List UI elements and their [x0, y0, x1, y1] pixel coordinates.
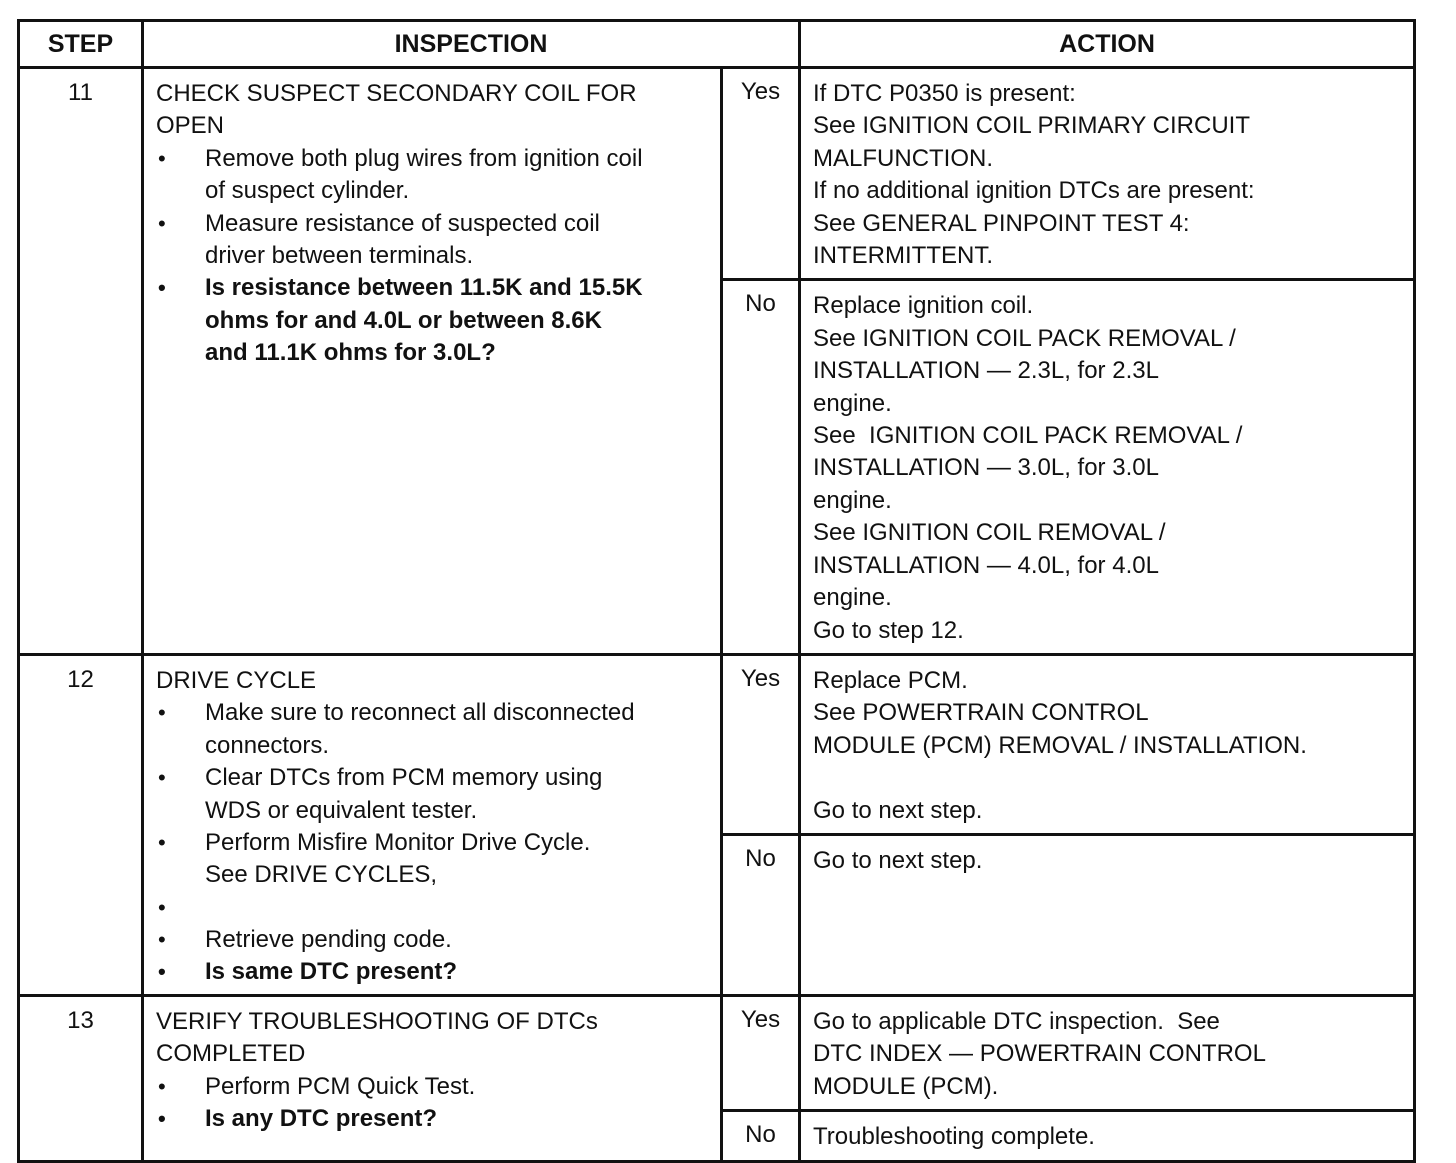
action-line: Go to next step. — [813, 846, 983, 874]
action-line: See GENERAL PINPOINT TEST 4: — [813, 209, 1190, 237]
action-line: INSTALLATION — 3.0L, for 3.0L — [813, 454, 1159, 482]
action-line: If DTC P0350 is present: — [813, 80, 1076, 107]
bullet-line: • Retrieve pending code. — [205, 925, 452, 953]
action-line: engine. — [813, 486, 892, 514]
bullet-item — [156, 143, 710, 208]
bullet-line: • Perform PCM Quick Test. — [205, 1072, 476, 1100]
step-number: 11 — [19, 68, 143, 655]
bullet-item — [156, 1071, 710, 1103]
inspection-cell — [143, 654, 722, 995]
step-13-yes-row — [19, 995, 1415, 1110]
inspection-cell — [143, 995, 722, 1161]
step-number: 12 — [19, 654, 143, 995]
diagnostic-table — [17, 19, 1416, 1163]
action-line: INSTALLATION — 4.0L, for 4.0L — [813, 551, 1159, 579]
bullet-line: See DRIVE CYCLES, — [205, 861, 438, 889]
action-line: See IGNITION COIL PACK REMOVAL / — [813, 324, 1236, 352]
inspection-title: VERIFY TROUBLESHOOTING OF DTCs — [156, 1007, 598, 1035]
action-line: MODULE (PCM) REMOVAL / INSTALLATION. — [813, 731, 1307, 759]
action-cell — [800, 995, 1415, 1110]
inspection-bullets — [156, 697, 710, 988]
inspection-bullets — [156, 1071, 710, 1136]
bullet-item — [156, 208, 710, 273]
action-line: Go to next step. — [813, 796, 983, 824]
action-line: See POWERTRAIN CONTROL — [813, 699, 1149, 727]
step-12-yes-row — [19, 654, 1415, 834]
action-line: DTC INDEX — POWERTRAIN CONTROL — [813, 1040, 1266, 1068]
action-cell — [800, 280, 1415, 654]
bullet-question — [156, 272, 710, 369]
action-line: See IGNITION COIL PRIMARY CIRCUIT — [813, 112, 1250, 140]
bullet-question — [156, 1103, 710, 1135]
bullet-line: • Is same DTC present? — [205, 958, 458, 986]
action-line: If no additional ignition DTCs are present: — [813, 177, 1255, 205]
bullet-item — [156, 697, 710, 762]
bullet-line: ohms for and 4.0L or between 8.6K — [205, 306, 602, 334]
answer-no: No — [722, 280, 800, 654]
action-line: MALFUNCTION. — [813, 144, 994, 172]
bullet-line: of suspect cylinder. — [205, 177, 410, 205]
answer-no: No — [722, 1111, 800, 1161]
inspection-title: DRIVE CYCLE — [156, 666, 317, 694]
bullet-item — [156, 827, 710, 892]
step-11-yes-row — [19, 68, 1415, 280]
action-cell — [800, 68, 1415, 280]
action-line: INSTALLATION — 2.3L, for 2.3L — [813, 357, 1159, 385]
header-action: ACTION — [800, 21, 1415, 68]
answer-yes: Yes — [722, 654, 800, 834]
header-row — [19, 21, 1415, 68]
inspection-cell — [143, 68, 722, 655]
bullet-line: • Measure resistance of suspected coil — [205, 209, 600, 237]
bullet-line: • Is resistance between 11.5K and 15.5K — [205, 274, 643, 302]
bullet-item — [156, 762, 710, 827]
action-line: See IGNITION COIL PACK REMOVAL / — [813, 422, 1243, 450]
action-cell — [800, 654, 1415, 834]
inspection-title: OPEN — [156, 112, 225, 140]
step-number: 13 — [19, 995, 143, 1161]
header-step: STEP — [19, 21, 143, 68]
answer-yes: Yes — [722, 68, 800, 280]
action-line: engine. — [813, 389, 892, 417]
bullet-line: • Perform Misfire Monitor Drive Cycle. — [205, 828, 591, 856]
action-line: Go to applicable DTC inspection. See — [813, 1007, 1220, 1035]
answer-yes: Yes — [722, 995, 800, 1110]
bullet-line: and 11.1K ohms for 3.0L? — [205, 339, 496, 367]
action-line — [813, 762, 1403, 794]
bullet-question — [156, 956, 710, 988]
bullet-line: • Make sure to reconnect all disconnected — [205, 699, 635, 727]
inspection-title: CHECK SUSPECT SECONDARY COIL FOR — [156, 80, 637, 107]
inspection-title: COMPLETED — [156, 1040, 306, 1068]
action-line: Replace PCM. — [813, 666, 968, 694]
bullet-line: connectors. — [205, 731, 330, 759]
action-line: Troubleshooting complete. — [813, 1123, 1095, 1151]
spacer — [156, 892, 710, 924]
bullet-line: • Remove both plug wires from ignition coil — [205, 144, 643, 172]
action-line: See IGNITION COIL REMOVAL / — [813, 519, 1166, 547]
inspection-bullets — [156, 143, 710, 370]
action-cell — [800, 1111, 1415, 1161]
header-inspection: INSPECTION — [143, 21, 800, 68]
action-cell — [800, 834, 1415, 995]
action-line: INTERMITTENT. — [813, 242, 994, 270]
action-line: Go to step 12. — [813, 616, 964, 644]
bullet-line: • Is any DTC present? — [205, 1105, 438, 1133]
answer-no: No — [722, 834, 800, 995]
bullet-item — [156, 924, 710, 956]
bullet-line: driver between terminals. — [205, 242, 474, 270]
action-line: Replace ignition coil. — [813, 292, 1034, 320]
bullet-line: WDS or equivalent tester. — [205, 796, 478, 824]
action-line: MODULE (PCM). — [813, 1072, 999, 1100]
bullet-line: • Clear DTCs from PCM memory using — [205, 764, 603, 792]
action-line: engine. — [813, 584, 892, 612]
